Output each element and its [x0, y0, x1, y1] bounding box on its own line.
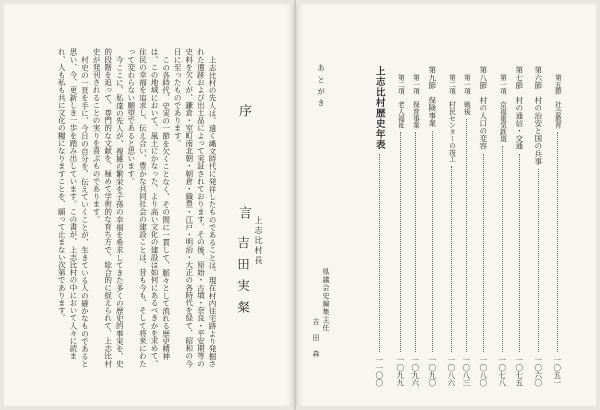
toc-entry-title: 第一項 保育事業	[411, 74, 420, 129]
toc-entry-title: 第九節 保険事業	[427, 66, 437, 127]
toc-leader	[557, 132, 558, 351]
toc-entry-title: 第二項 老人福祉	[396, 74, 405, 129]
toc-leader	[519, 154, 520, 352]
toc-leader	[538, 169, 539, 352]
toc-entry[interactable]	[445, 66, 457, 386]
toc-leader	[466, 119, 467, 352]
toc-entry-title: 第二項 村民センターの竣工	[447, 74, 456, 163]
toc-entry[interactable]	[477, 66, 489, 386]
toc-entry[interactable]	[373, 66, 385, 386]
toc-leader	[432, 131, 433, 352]
editor-name: 吉田森	[312, 318, 320, 366]
toc-entry-page: 一〇八六	[446, 355, 456, 386]
toc-entry-title: 上志比村歴史年表	[373, 66, 385, 150]
toc-entry-page: 一一〇〇	[374, 355, 384, 386]
preface-paragraph: 村史の一頁を手に、今日の自分を、伝えていくことが、生きている人の確かなものであると思い、今、更新しき一歩を踏み出しています。この書が、上志比村の中において人々に読まれ、人も私も共に文化の糧になりますことを、願って止まない次第であります。	[57, 48, 90, 368]
toc-entry-title: 第六節 村の治安と国の兵事	[533, 66, 543, 165]
author-name: 吉田実粲	[235, 236, 251, 322]
preface-title: 序 言	[236, 104, 251, 257]
toc-entry-page: 一〇五一	[552, 355, 562, 386]
toc-entry[interactable]	[460, 66, 472, 386]
toc-page	[296, 4, 596, 406]
toc-entry-title: 第一項 戦後	[462, 74, 471, 115]
toc-entry-page: 一〇六〇	[533, 355, 543, 386]
toc-entry-title: 第一項 京福電気鉄道	[498, 74, 507, 142]
toc-entry[interactable]	[532, 66, 544, 386]
toc-entry-page: 一〇八〇	[478, 355, 488, 386]
toc-entry-title: 第五節 社会教育	[553, 74, 562, 129]
toc-entry[interactable]	[394, 66, 406, 386]
toc-entry-page: 一〇九九	[395, 355, 405, 386]
preface-paragraph: 今ここに、私達の先人が、複雑の繁栄を子孫の幸福を希求してきた多くの歴史的事実を、史的段階を追って、専門的な文献を、極めて学術的な育ち方で、総合的に捉えられて、上志比村史が発刊されることの実りを喜ぶものであります。	[92, 48, 125, 368]
toc-entry[interactable]	[496, 66, 508, 386]
author-title: 上志比村長	[254, 216, 263, 266]
toc-leader	[483, 154, 484, 352]
toc-leader	[400, 132, 401, 351]
toc-entry-title: 第七節 村の通信・交通	[514, 66, 524, 150]
preface-body	[18, 48, 218, 368]
toc-leader	[451, 166, 452, 351]
toc-entry[interactable]	[426, 66, 438, 386]
toc-epilogue[interactable]: あとがき	[316, 64, 326, 111]
editor-info: 県議会史編集主任	[322, 268, 330, 332]
toc-leader	[379, 154, 380, 352]
toc-entry-title: 第八節 村の人口の変容	[478, 66, 488, 150]
preface-paragraph: 上志比村の先人は、遠く縄文時代に発祥したものであることは、現在村内住宅跡より発掘された遺跡および出土品によって実証されております。その後、原始・古墳・奈良・平安期等の史料を欠くが、鎌倉・室町南北朝・朝倉・織豊・江戸・明治・大正の各時代を経て、昭和の今日に至ったものであります。	[173, 48, 217, 368]
toc-entry[interactable]	[409, 66, 421, 386]
toc-entry-page: 一〇九〇	[427, 355, 437, 386]
toc-entry-page: 一〇八三	[461, 355, 471, 386]
toc-leader	[502, 146, 503, 352]
toc-entry[interactable]	[551, 66, 563, 386]
toc-entry[interactable]	[513, 66, 525, 386]
toc-entry-page: 一〇七五	[514, 355, 524, 386]
toc-entry-page: 一〇七八	[497, 355, 507, 386]
preface-paragraph: この各時代、史実の一節を欠くことなく、その間に一貫して、脈々として流れる歴史精神は、この地域において、風土にかなった、より高い文化の建設は如何にあるべきかを求めて、住民の幸福を追求し、伝え合い、豊かな共同社会の建設ことは、昔も今も、そして将来にわたって変わらない願望であると思います。	[126, 48, 171, 368]
toc-leader	[415, 132, 416, 351]
toc-entry-page: 一〇九六	[410, 355, 420, 386]
preface-page	[4, 4, 294, 406]
